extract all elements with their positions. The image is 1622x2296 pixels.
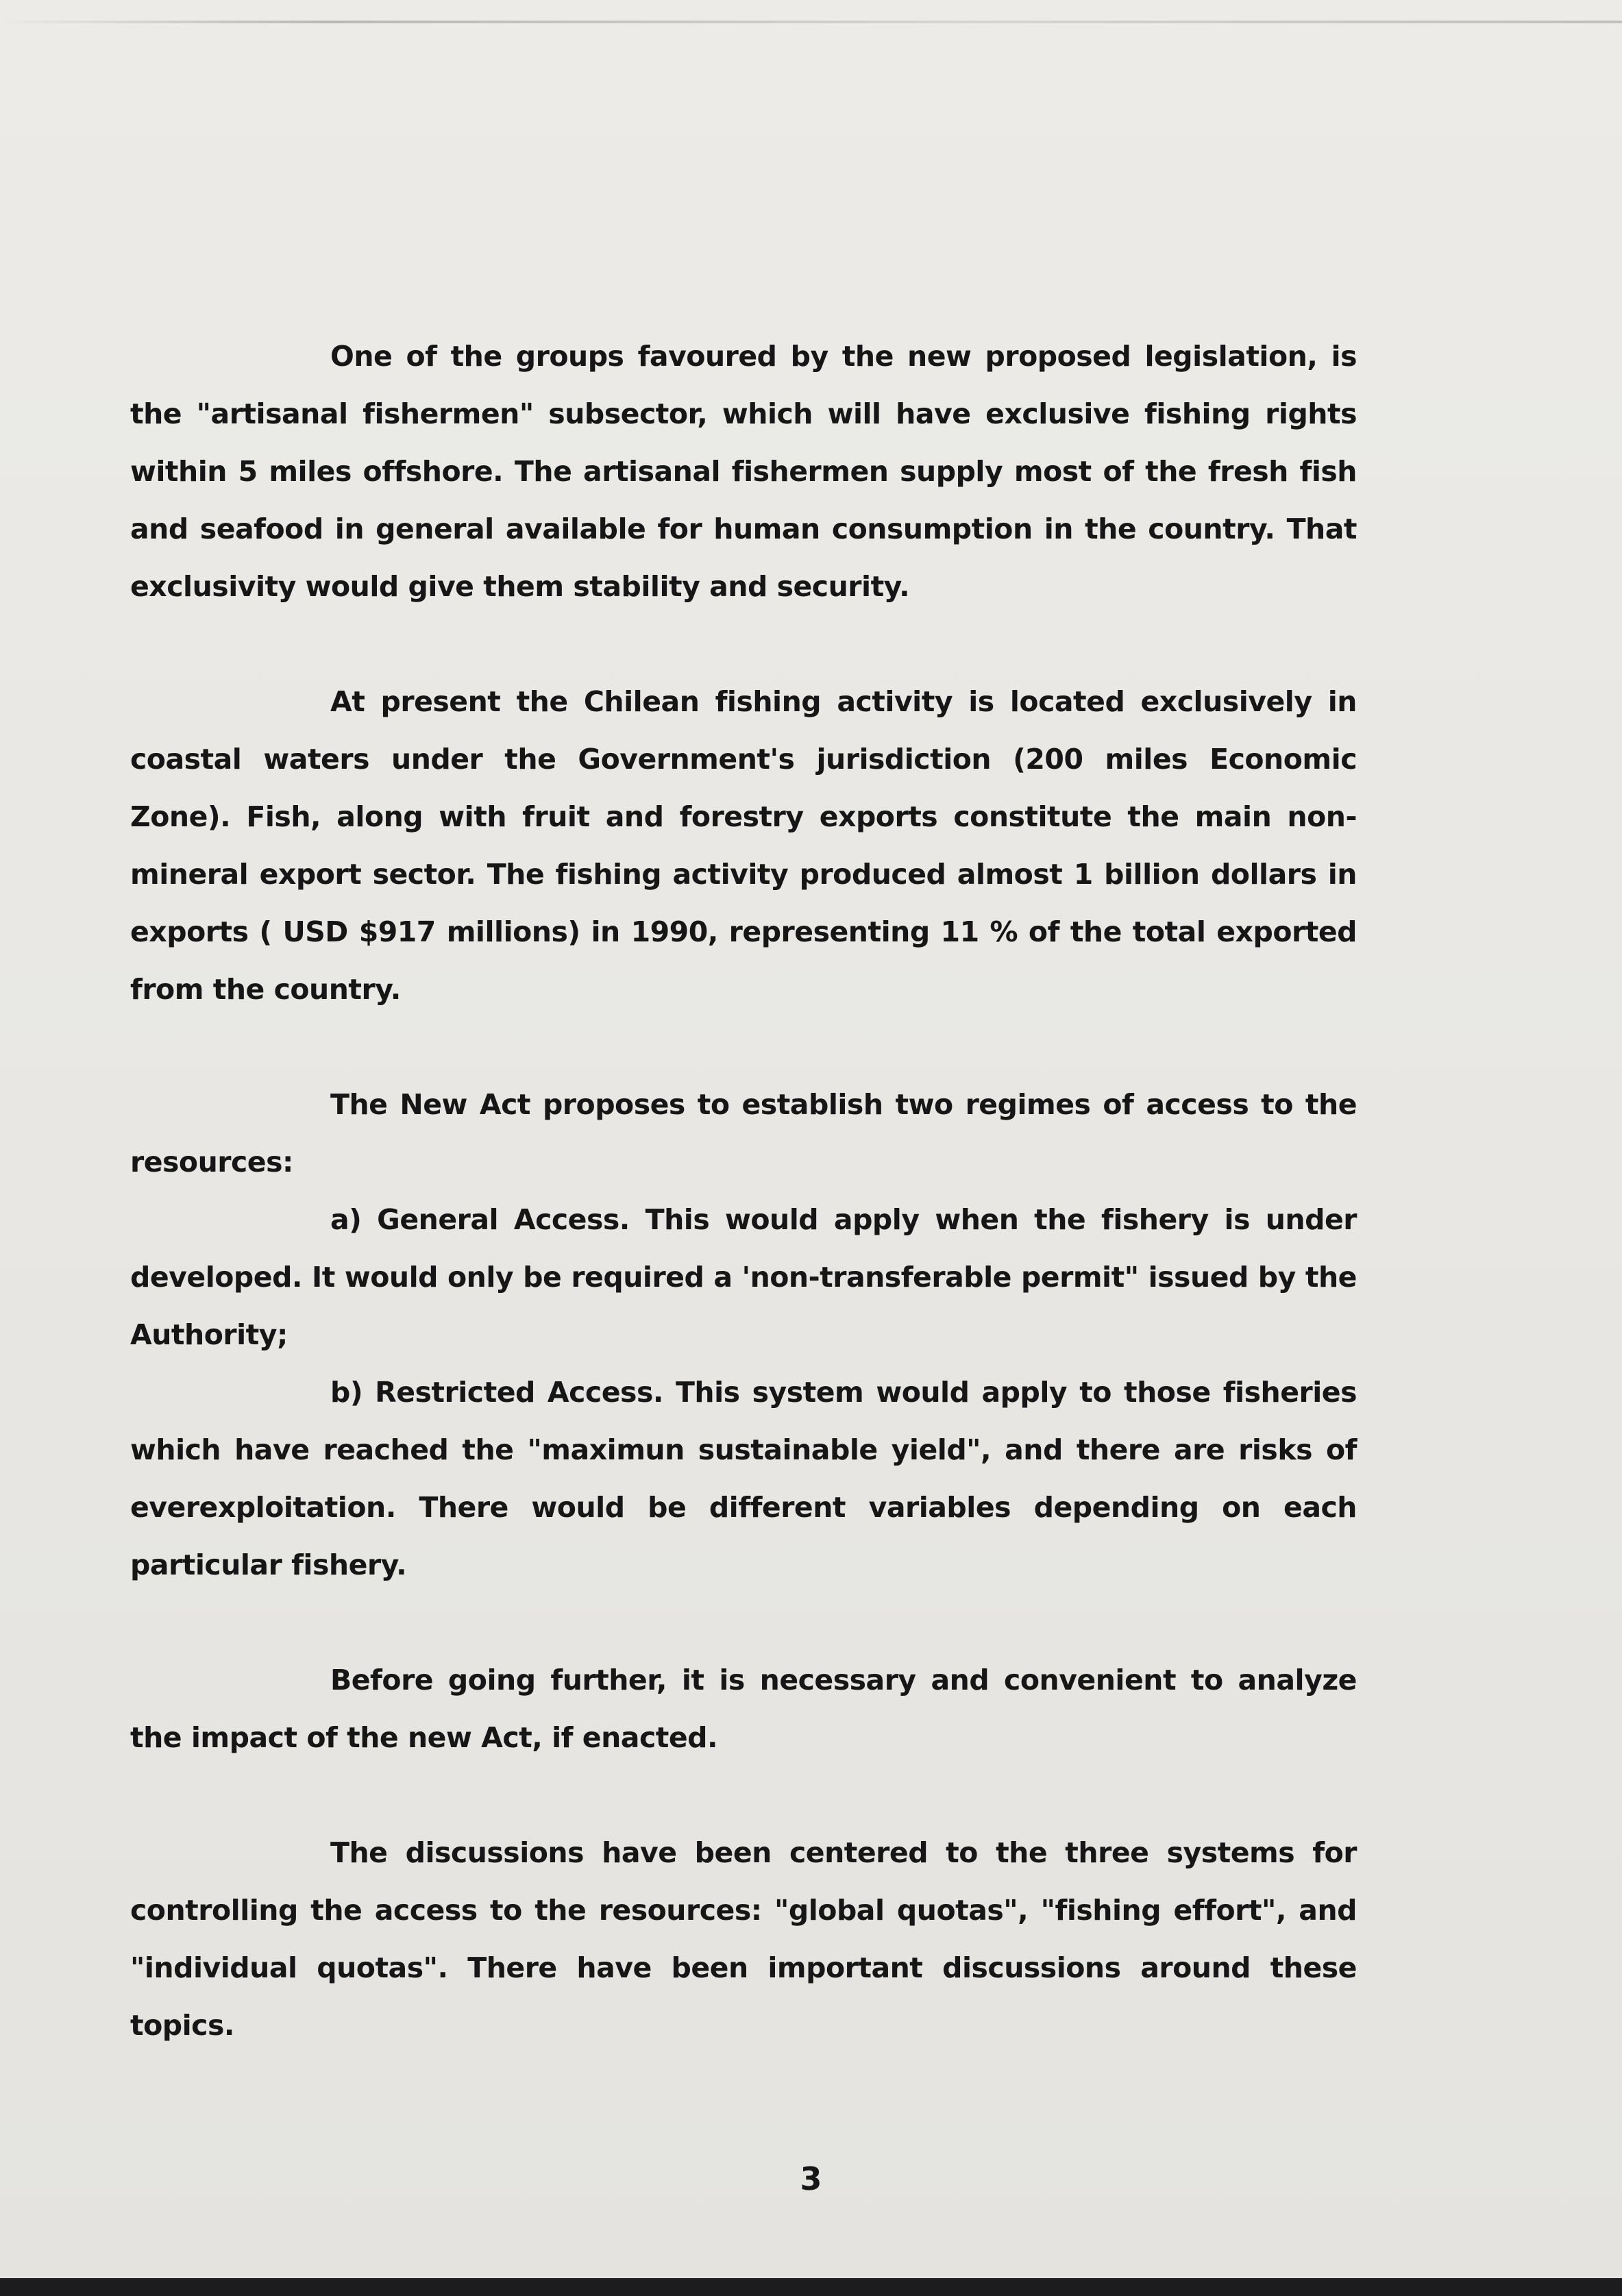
body-text bbox=[130, 328, 1357, 2054]
paragraph-restricted-access: b) Restricted Access. This system would apply to those fisheries which have reached the "maximun sustainable yield", and there are risks of everexploitation. There would be different variables depending on each particular fishery. bbox=[130, 1376, 1357, 1581]
paragraph-artisanal-fishermen: One of the groups favoured by the new proposed legislation, is the "artisanal fishermen" subsector, which will have exclusive fishing rights within 5 miles offshore. The artisanal fishermen supply most of the fresh fish and seafood in general available for human consumption in the country. That exclusivity would give them stability and security. bbox=[130, 340, 1357, 603]
page-top-edge bbox=[0, 21, 1622, 23]
paragraph-chilean-fishing-activity: At present the Chilean fishing activity is located exclusively in coastal waters under the Government's jurisdiction (200 miles Economic Zone). Fish, along with fruit and forestry exports constitute the main non-mineral export sector. The fishing activity produced almost 1 billion dollars in exports ( USD $917 millions) in 1990, representing 11 % of the total exported from the country. bbox=[130, 685, 1357, 1006]
paragraph-new-act-regimes: The New Act proposes to establish two regimes of access to the resources: bbox=[130, 1088, 1357, 1178]
paragraph-before-going-further: Before going further, it is necessary and convenient to analyze the impact of the new Act, if enacted. bbox=[130, 1664, 1357, 1754]
page-number: 3 bbox=[800, 2160, 822, 2197]
paragraph-discussions: The discussions have been centered to the three systems for controlling the access to the resources: "global quotas", "fishing effort", and "individual quotas". There have been important discussions around these topics. bbox=[130, 1836, 1357, 2042]
paragraph-general-access: a) General Access. This would apply when the fishery is under developed. It would only be required a 'non-transferable permit" issued by the Authority; bbox=[130, 1203, 1357, 1351]
scan-bottom-edge bbox=[0, 2278, 1622, 2296]
